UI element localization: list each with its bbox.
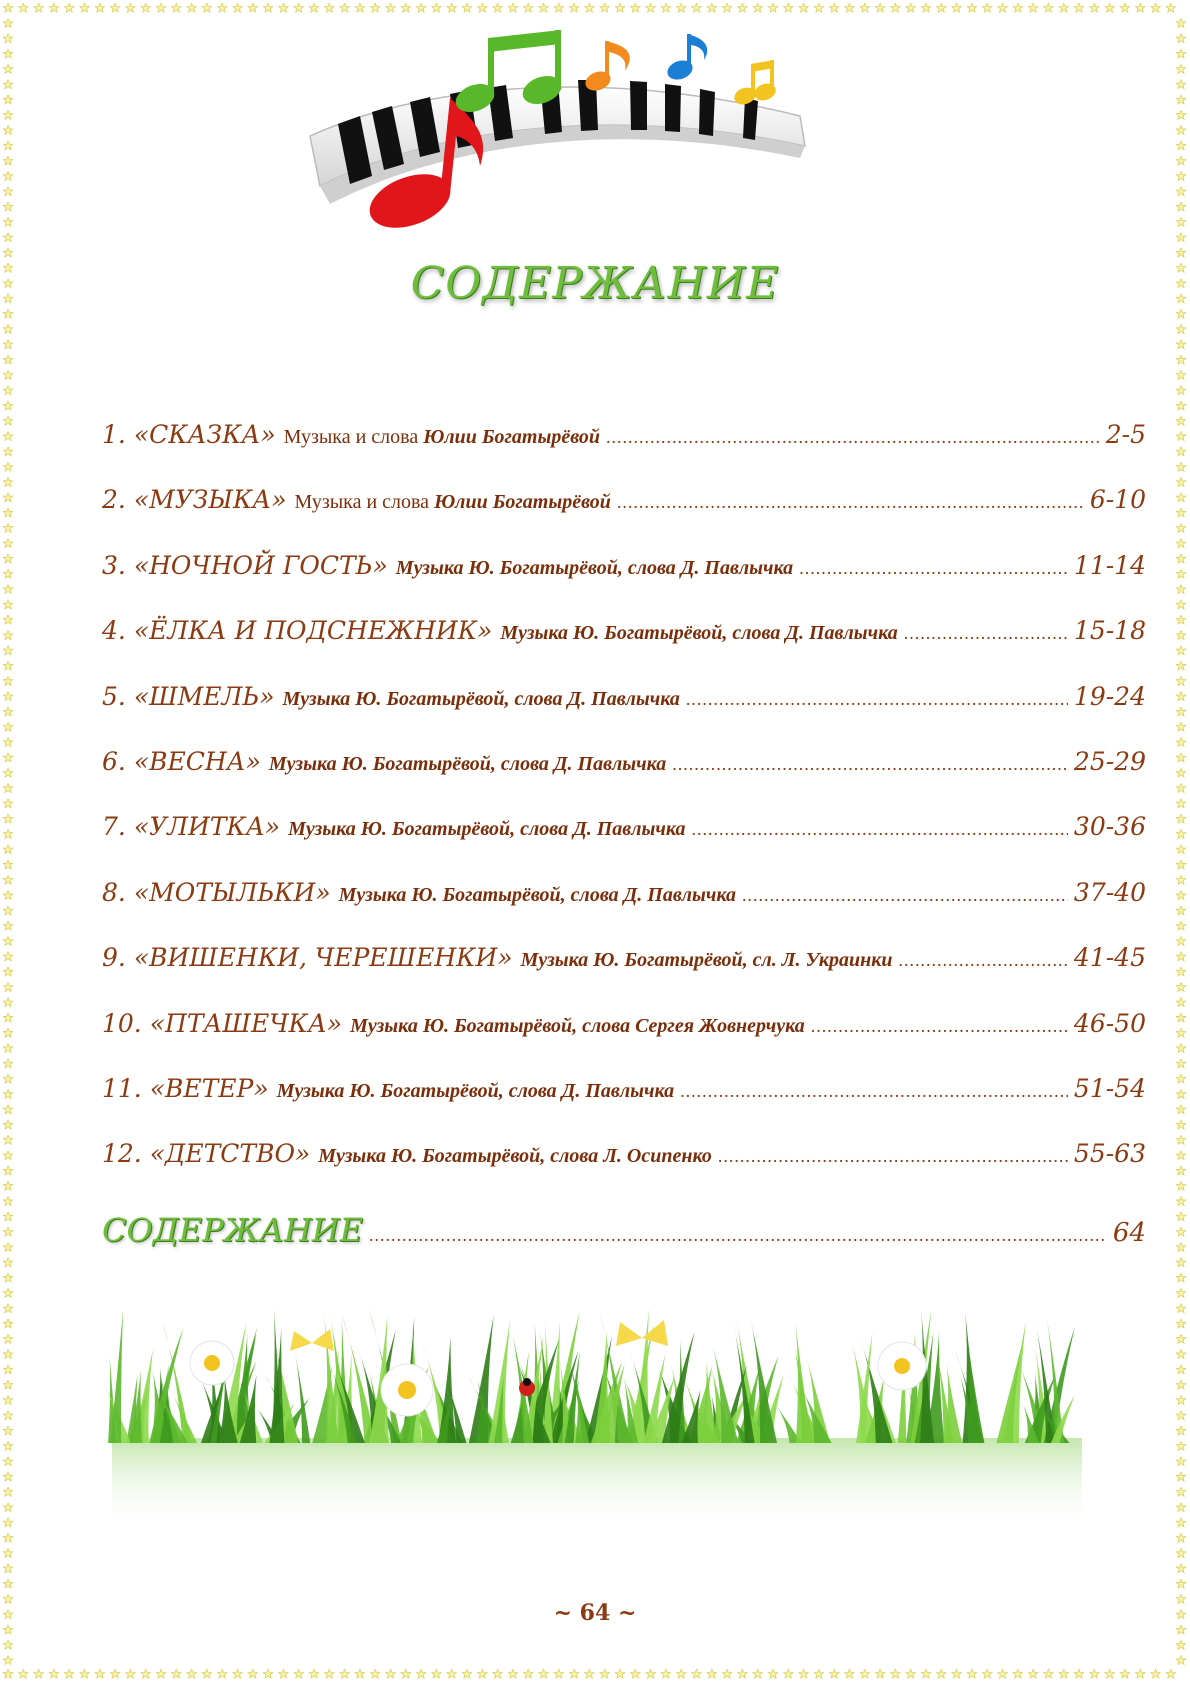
page-number: ~ 64 ~	[553, 1600, 637, 1626]
entry-number: 9.	[102, 943, 126, 973]
entry-pages: 30-36	[1073, 812, 1146, 842]
entry-number: 6.	[102, 746, 126, 776]
toc-entry[interactable]	[102, 616, 1146, 681]
dot-leader	[718, 1146, 1068, 1167]
entry-pages: 6-10	[1089, 485, 1146, 515]
piano-keys-icon	[300, 26, 880, 256]
dot-leader	[799, 558, 1068, 579]
toc-entry[interactable]	[102, 551, 1146, 616]
dot-leader	[742, 885, 1068, 906]
entry-song-title: «ПТАШЕЧКА»	[149, 1008, 343, 1038]
entry-number: 2.	[102, 485, 126, 515]
table-of-contents	[102, 420, 1146, 1289]
entry-song-title: «ДЕТСТВО»	[149, 1139, 311, 1169]
entry-credit-authors: Музыка Ю. Богатырёвой, слова Д. Павлычка	[268, 752, 667, 775]
contents-label: СОДЕРЖАНИЕ	[102, 1210, 363, 1249]
entry-pages: 19-24	[1073, 681, 1146, 711]
entry-song-title: «СКАЗКА»	[133, 420, 276, 449]
grass-icon	[82, 1308, 1112, 1548]
entry-pages: 46-50	[1073, 1008, 1146, 1038]
entry-credit-authors: Музыка Ю. Богатырёвой, слова Д. Павлычка	[276, 1079, 675, 1102]
entry-pages: 55-63	[1073, 1139, 1146, 1169]
entry-number: 5.	[102, 681, 126, 711]
toc-entry[interactable]	[102, 682, 1146, 747]
dot-leader	[680, 1081, 1068, 1102]
toc-entry[interactable]	[102, 1009, 1146, 1074]
entry-credit-authors: Музыка Ю. Богатырёвой, слова Д. Павлычка	[288, 818, 686, 841]
entry-number: 7.	[102, 812, 126, 842]
dot-leader	[606, 427, 1100, 448]
entry-credit-authors: Музыка Ю. Богатырёвой, слова Д. Павлычка	[338, 883, 737, 906]
entry-credit-authors: Музыка Ю. Богатырёвой, сл. Л. Украинки	[520, 949, 893, 972]
toc-entry[interactable]	[102, 485, 1146, 550]
entry-credit-authors: Музыка Ю. Богатырёвой, слова Л. Осипенко	[318, 1145, 712, 1168]
toc-entry-contents[interactable]	[102, 1211, 1146, 1289]
entry-credit-authors: Музыка Ю. Богатырёвой, слова Д. Павлычка	[500, 622, 898, 645]
entry-credit-authors: Юлии Богатырёвой	[423, 426, 601, 448]
entry-number: 8.	[102, 877, 126, 907]
entry-pages: 51-54	[1073, 1073, 1146, 1103]
dot-leader	[692, 819, 1068, 840]
toc-entry[interactable]	[102, 1074, 1146, 1139]
entry-pages: 2-5	[1105, 420, 1146, 449]
entry-credit-prefix: Музыка и слова	[283, 426, 419, 448]
entry-song-title: «ВИШЕНКИ, ЧЕРЕШЕНКИ»	[133, 943, 513, 973]
dot-leader	[899, 950, 1068, 971]
entry-pages: 15-18	[1073, 616, 1146, 646]
entry-pages: 25-29	[1073, 746, 1146, 776]
dot-leader	[686, 689, 1068, 710]
entry-song-title: «ШМЕЛЬ»	[133, 681, 275, 711]
toc-entry[interactable]	[102, 943, 1146, 1008]
entry-song-title: «МОТЫЛЬКИ»	[133, 877, 331, 907]
entry-credit-authors: Музыка Ю. Богатырёвой, слова Д. Павлычка	[395, 556, 794, 579]
entry-song-title: «ЁЛКА И ПОДСНЕЖНИК»	[133, 616, 493, 646]
entry-credit-authors: Юлии Богатырёвой	[434, 491, 611, 514]
entry-number: 12.	[102, 1139, 142, 1169]
entry-number: 3.	[102, 550, 126, 580]
entry-number: 4.	[102, 616, 126, 646]
dot-leader	[617, 492, 1084, 513]
toc-entry[interactable]	[102, 747, 1146, 812]
toc-entry[interactable]	[102, 1139, 1146, 1204]
entry-number: 11.	[102, 1073, 142, 1103]
entry-number: 10.	[102, 1008, 142, 1038]
entry-song-title: «МУЗЫКА»	[133, 485, 287, 515]
dot-leader	[369, 1225, 1107, 1246]
entry-credit-authors: Музыка Ю. Богатырёвой, слова Д. Павлычка	[282, 687, 680, 710]
entry-pages: 11-14	[1073, 550, 1146, 580]
entry-credit-authors: Музыка Ю. Богатырёвой, слова Сергея Жовнерчука	[350, 1014, 805, 1037]
dot-leader	[904, 623, 1068, 644]
entry-pages: 41-45	[1073, 943, 1146, 973]
entry-number: 1.	[102, 420, 126, 449]
toc-entry[interactable]	[102, 420, 1146, 485]
entry-song-title: «ВЕСНА»	[133, 746, 261, 776]
toc-entry[interactable]	[102, 812, 1146, 877]
entry-song-title: «НОЧНОЙ ГОСТЬ»	[133, 550, 388, 580]
toc-entry[interactable]	[102, 878, 1146, 943]
entry-song-title: «ВЕТЕР»	[149, 1073, 269, 1103]
page-title: СОДЕРЖАНИЕ	[410, 258, 780, 309]
dot-leader	[811, 1016, 1068, 1037]
butterfly-icon	[290, 1320, 668, 1351]
contents-page: 64	[1112, 1217, 1146, 1248]
dot-leader	[672, 754, 1068, 775]
entry-credit-prefix: Музыка и слова	[294, 491, 430, 514]
entry-song-title: «УЛИТКА»	[133, 812, 281, 842]
entry-pages: 37-40	[1073, 877, 1146, 907]
